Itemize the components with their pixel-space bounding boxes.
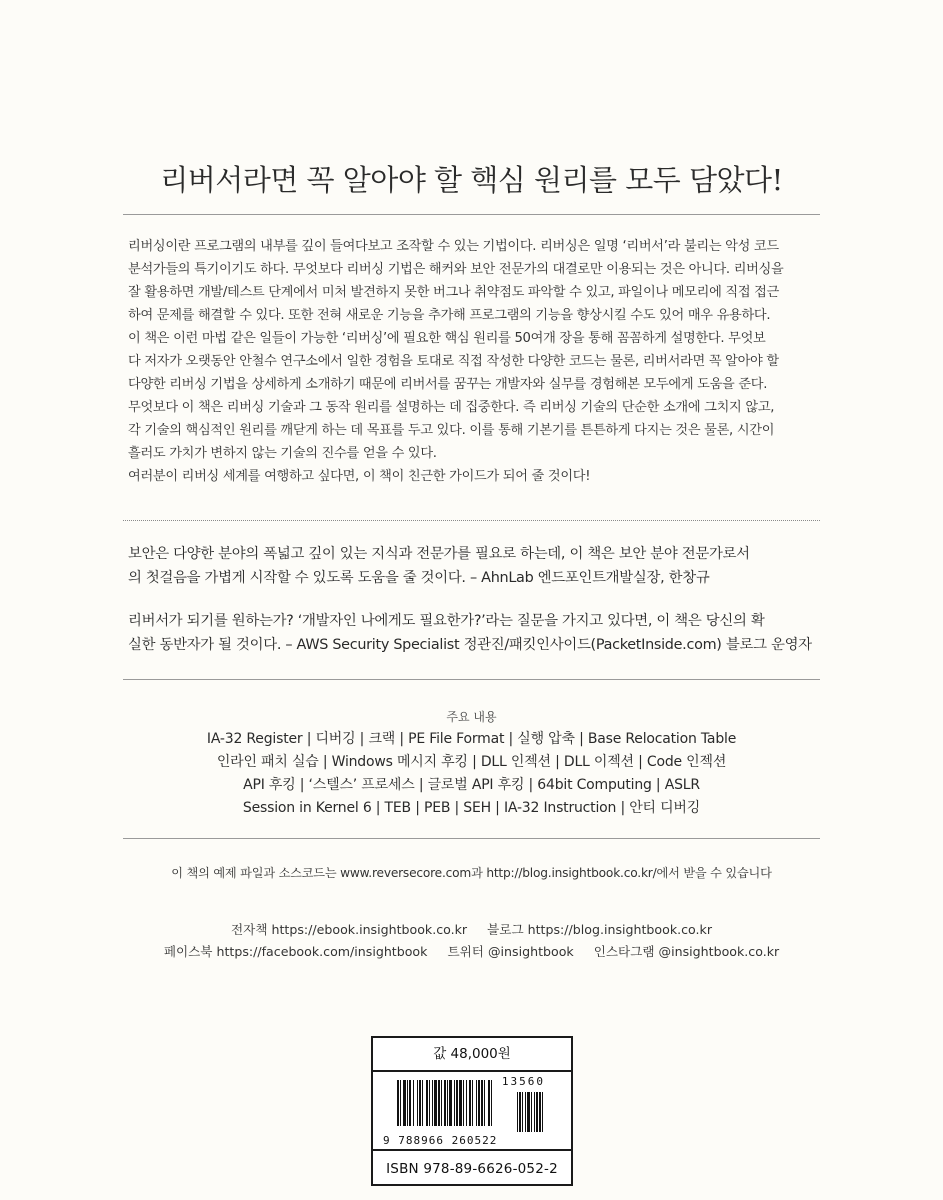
instagram-link[interactable]: 인스타그램 @insightbook.co.kr (593, 944, 780, 959)
topics-line: IA-32 Register | 디버깅 | 크랙 | PE File Format | 실행 압축 | Base Relocation Table (206, 731, 737, 747)
facebook-link[interactable]: 페이스북 https://facebook.com/insightbook (163, 944, 428, 959)
topics-line: API 후킹 | ‘스텔스’ 프로세스 | 글로벌 API 후킹 | 64bit Computing | ASLR (243, 777, 700, 793)
endorsement-quote-1 (128, 542, 828, 590)
quote-line: 실한 동반자가 될 것이다. – AWS Security Specialist 정관진/패킷인사이드(PacketInside.com) 블로그 운영자 (128, 637, 812, 653)
barcode-icon (397, 1080, 557, 1134)
divider-middle (123, 679, 820, 680)
headline: 리버서라면 꼭 알아야 할 핵심 원리를 모두 담았다! (160, 163, 783, 197)
topics-title: 주요 내용 (446, 710, 497, 724)
intro-line: 각 기술의 핵심적인 원리를 깨닫게 하는 데 목표를 두고 있다. 이를 통해 기본기를 튼튼하게 다지는 것은 물론, 시간이 (128, 423, 775, 438)
price-label: 값 48,000원 (373, 1038, 571, 1072)
topics-line: Session in Kernel 6 | TEB | PEB | SEH | IA-32 Instruction | 안티 디버깅 (242, 800, 701, 816)
barcode-area (373, 1072, 571, 1149)
quote-line: 의 첫걸음을 가볍게 시작할 수 있도록 도움을 줄 것이다. – AhnLab 엔드포인트개발실장, 한창규 (128, 570, 710, 586)
topics-list (0, 728, 943, 820)
quote-line: 보안은 다양한 분야의 폭넓고 깊이 있는 지식과 전문가를 필요로 하는데, 이 책은 보안 분야 전문가로서 (128, 546, 750, 562)
example-source-note: 이 책의 예제 파일과 소스코드는 www.reversecore.com과 http://blog.insightbook.co.kr/에서 받을 수 있습니다 (171, 866, 772, 880)
intro-line: 분석가들의 특기이기도 하다. 무엇보다 리버싱 기법은 해커와 보안 전문가의 대결로만 이용되는 것은 아니다. 리버싱을 (128, 262, 784, 277)
barcode-addon-digits: 13560 (501, 1075, 545, 1088)
intro-line: 다양한 리버싱 기법을 상세하게 소개하기 때문에 리버서를 꿈꾸는 개발자와 실무를 경험해본 모두에게 도움을 준다. (128, 377, 768, 392)
intro-line: 잘 활용하면 개발/테스트 단계에서 미처 발견하지 못한 버그나 취약점도 파악할 수 있고, 파일이나 메모리에 직접 접근 (128, 285, 780, 300)
divider-bottom (123, 838, 820, 839)
publisher-links (0, 919, 943, 963)
isbn-label: ISBN 978-89-6626-052-2 (373, 1149, 571, 1188)
blog-link[interactable]: 블로그 https://blog.insightbook.co.kr (487, 922, 713, 937)
intro-line: 무엇보다 이 책은 리버싱 기술과 그 동작 원리를 설명하는 데 집중한다. 즉 리버싱 기술의 단순한 소개에 그치지 않고, (128, 400, 775, 415)
intro-line: 이 책은 이런 마법 같은 일들이 가능한 ‘리버싱’에 필요한 핵심 원리를 50여개 장을 통해 꼼꼼하게 설명한다. 무엇보 (128, 331, 766, 346)
barcode-box (371, 1036, 573, 1186)
twitter-link[interactable]: 트위터 @insightbook (447, 944, 574, 959)
intro-line: 흘러도 가치가 변하지 않는 기술의 진수를 얻을 수 있다. (128, 446, 437, 461)
intro-line: 리버싱이란 프로그램의 내부를 깊이 들여다보고 조작할 수 있는 기법이다. 리버싱은 일명 ‘리버서’라 불리는 악성 코드 (128, 239, 779, 254)
intro-paragraph (128, 235, 818, 488)
endorsement-quote-2 (128, 609, 828, 657)
intro-line: 하여 문제를 해결할 수 있다. 또한 전혀 새로운 기능을 추가해 프로그램의 기능을 향상시킬 수도 있어 매우 유용하다. (128, 308, 771, 323)
intro-line: 다 저자가 오랫동안 안철수 연구소에서 일한 경험을 토대로 직접 작성한 다양한 코드는 물론, 리버서라면 꼭 알아야 할 (128, 354, 779, 369)
quote-line: 리버서가 되기를 원하는가? ‘개발자인 나에게도 필요한가?’라는 질문을 가지고 있다면, 이 책은 당신의 확 (128, 613, 765, 629)
intro-line: 여러분이 리버싱 세계를 여행하고 싶다면, 이 책이 친근한 가이드가 되어 줄 것이다! (128, 469, 591, 484)
barcode-digits: 9 788966 260522 (383, 1134, 498, 1147)
divider-top (123, 214, 820, 215)
divider-dotted (123, 520, 820, 521)
topics-line: 인라인 패치 실습 | Windows 메시지 후킹 | DLL 인젝션 | DLL 이젝션 | Code 인젝션 (216, 754, 727, 770)
ebook-link[interactable]: 전자책 https://ebook.insightbook.co.kr (230, 922, 468, 937)
